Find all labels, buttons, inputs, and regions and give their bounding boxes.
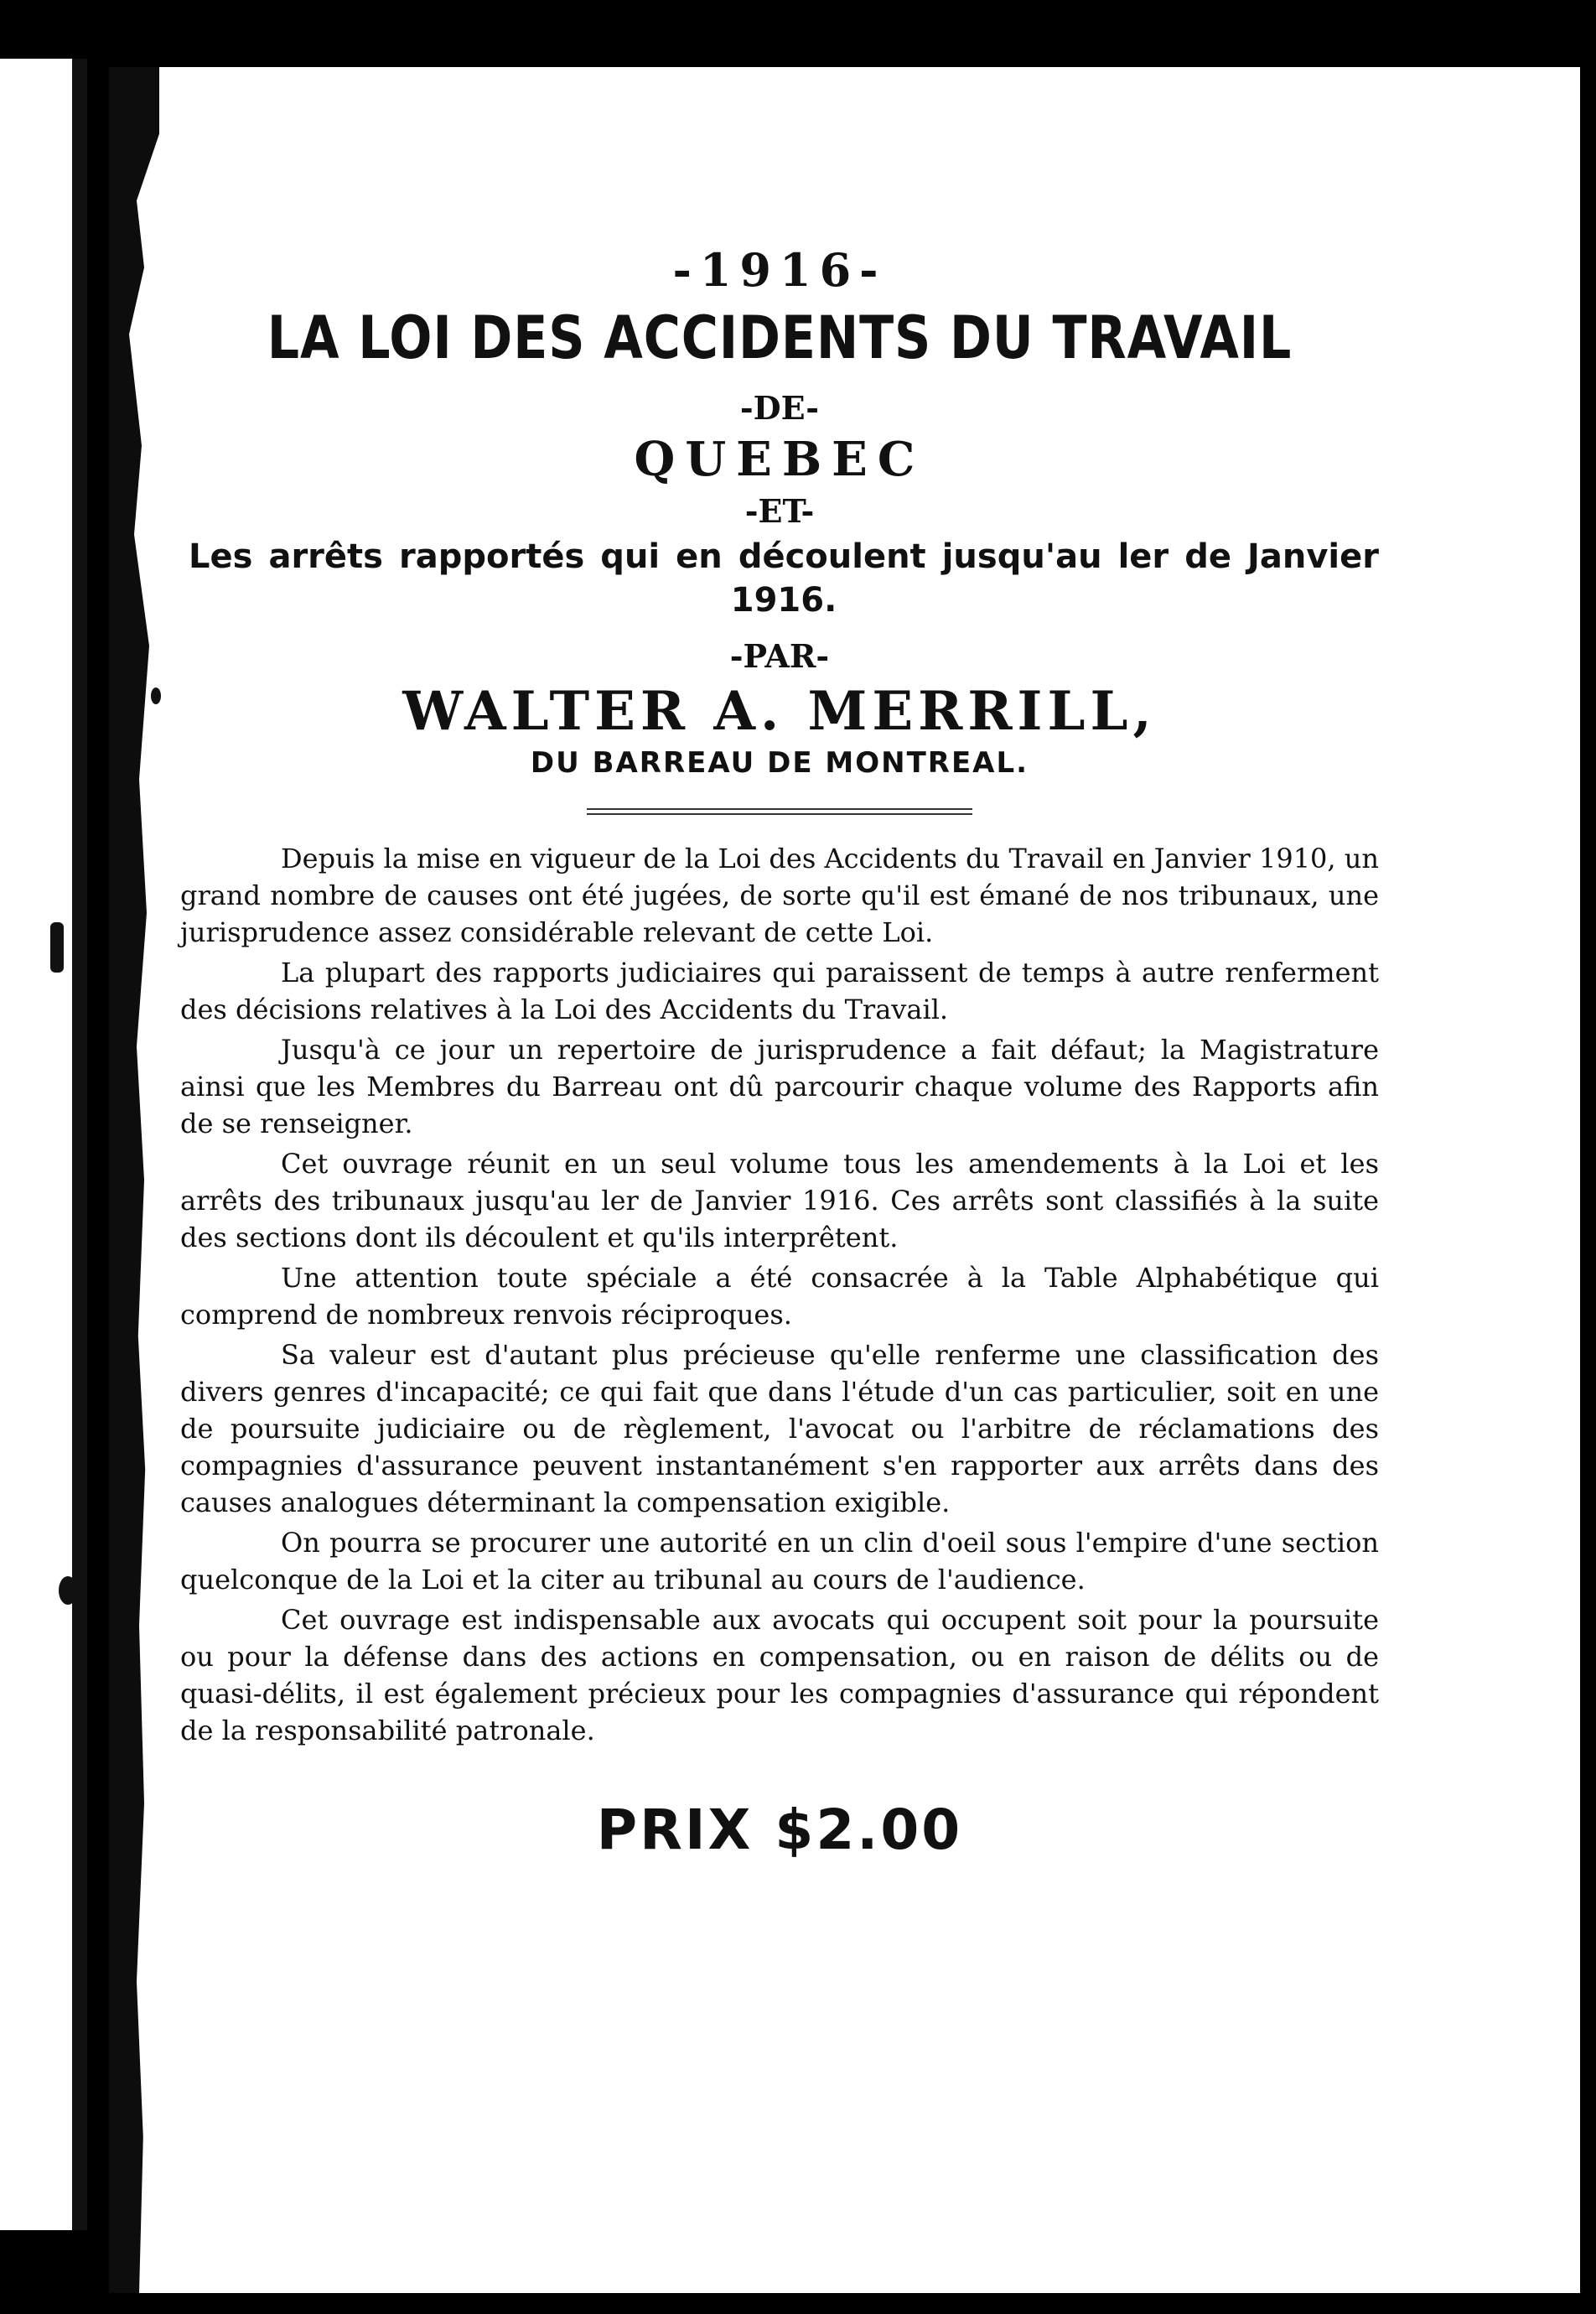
ink-speck [59, 1576, 77, 1605]
author-affiliation: DU BARREAU DE MONTREAL. [530, 746, 1029, 780]
region-heading: QUEBEC [634, 432, 925, 487]
paragraph: Une attention toute spéciale a été consacrée à la Table Alphabétique qui comprend de nombreux renvois réciproques. [180, 1262, 1379, 1331]
paragraph: Cet ouvrage est indispensable aux avocats qui occupent soit pour la poursuite ou pour la défense dans des actions en compensation, ou en raison de délits ou de quasi-délits, il est également précieux pour les compagnies d'assurance qui répondent de la responsabilité patronale. [180, 1604, 1379, 1746]
paragraph: On pourra se procurer une autorité en un clin d'oeil sous l'empire d'une section quelconque de la Loi et la citer au tribunal au cours de l'audience. [180, 1527, 1379, 1595]
connector-de: -DE- [739, 389, 820, 427]
paragraph: La plupart des rapports judiciaires qui paraissent de temps à autre renferment des décisions relatives à la Loi des Accidents du Travail. [180, 957, 1379, 1025]
document-subtitle: Les arrêts rapportés qui en découlent jusqu'au ler de Janvier 1916. [189, 537, 1379, 620]
paragraph: Sa valeur est d'autant plus précieuse qu'elle renferme une classification des divers genres d'incapacité; ce qui fait que dans l'étude d'un cas particulier, soit en une de poursuite judiciaire ou de règlement, l'avocat ou l'arbitre de réclamations des compagnies d'assurance peuvent instantanément s'en rapporter aux arrêts dans des causes analogues déterminant la compensation exigible. [180, 1339, 1379, 1518]
connector-par: -PAR- [729, 637, 830, 675]
divider-rule [587, 808, 972, 815]
paragraph: Cet ouvrage réunit en un seul volume tous les amendements à la Loi et les arrêts des tribunaux jusqu'au ler de Janvier 1916. Ces arrêts sont classifiés à la suite des sections dont ils découlent et qu'ils interprêtent. [180, 1148, 1379, 1253]
connector-et: -ET- [744, 492, 815, 530]
adjacent-page [0, 59, 72, 2230]
body-text [180, 840, 1379, 1749]
paragraph: Depuis la mise en vigueur de la Loi des Accidents du Travail en Janvier 1910, un grand nombre de causes ont été jugées, de sorte qu'il est émané de nos tribunaux, une jurisprudence assez considérable relevant de cette Loi. [180, 843, 1379, 948]
author-name: WALTER A. MERRILL, [402, 680, 1157, 743]
paragraph: Jusqu'à ce jour un repertoire de jurisprudence a fait défaut; la Magistrature ainsi que les Membres du Barreau ont dû parcourir chaque volume des Rapports afin de se renseigner. [180, 1034, 1379, 1139]
ink-speck [151, 687, 161, 704]
price-label: PRIX $2.00 [596, 1798, 963, 1862]
ink-speck [50, 922, 64, 973]
year-heading: -1916- [672, 243, 887, 297]
document-content [180, 243, 1379, 1862]
page-gutter [72, 59, 87, 2230]
document-title: LA LOI DES ACCIDENTS DU TRAVAIL [267, 304, 1293, 372]
